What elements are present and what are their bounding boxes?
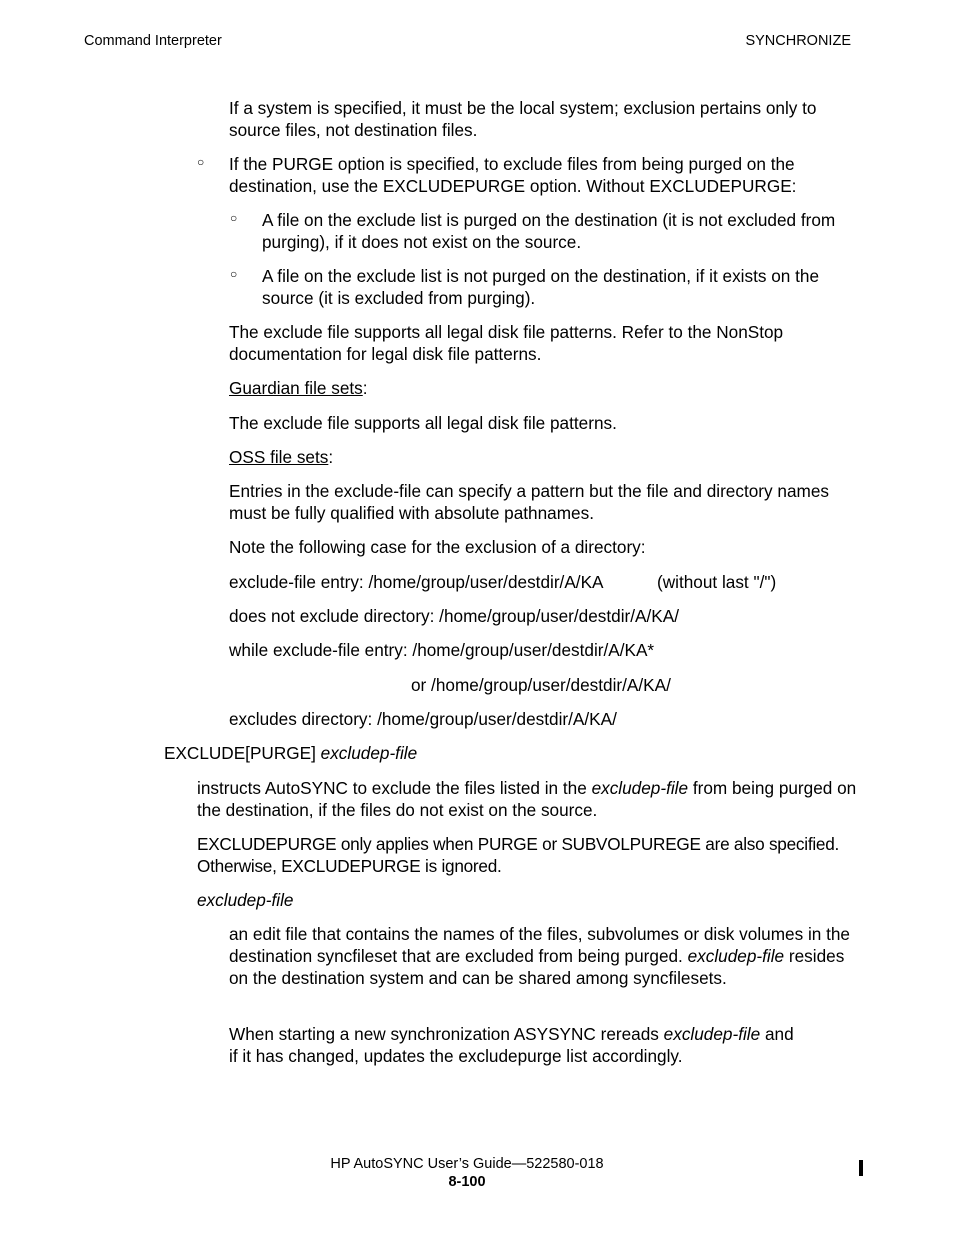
oss-colon: : bbox=[328, 447, 334, 467]
while-entry-line: while exclude-file entry: /home/group/user/destdir/A/KA* bbox=[229, 640, 655, 660]
footer-guide-title: HP AutoSYNC User’s Guide—522580-018 bbox=[330, 1156, 604, 1172]
instructs-text-a: instructs AutoSYNC to exclude the files listed in the bbox=[197, 778, 592, 798]
bullet-circle-icon: ○ bbox=[230, 211, 238, 225]
definition-term: excludep-file bbox=[687, 946, 785, 966]
guardian-label: Guardian file sets bbox=[229, 378, 363, 398]
instructs-text-c: from being purged on the destination, if the files do not exist on the source. bbox=[197, 778, 857, 820]
definition-text-a: an edit file that contains the names of the files, subvolumes or disk volumes in the destination syncfileset that are excluded from being purged. bbox=[229, 924, 850, 966]
sub-bullet-not-purged: A file on the exclude list is not purged on the destination, if it exists on the source (it is excluded from purging). bbox=[262, 266, 820, 308]
definition-text-c: resides on the destination system and can be shared among syncfilesets. bbox=[229, 946, 845, 988]
exclude-entry-note: (without last "/") bbox=[657, 572, 777, 592]
when-term: excludep-file bbox=[663, 1024, 761, 1044]
patterns-paragraph: The exclude file supports all legal disk file patterns. Refer to the NonStop documentation for legal disk file patterns. bbox=[229, 322, 784, 364]
purge-bullet-paragraph: If the PURGE option is specified, to exclude files from being purged on the destination, use the EXCLUDEPURGE option. Without EXCLUDEPURGE: bbox=[229, 154, 797, 196]
exclude-entry-path: exclude-file entry: /home/group/user/destdir/A/KA bbox=[229, 572, 604, 592]
instructs-term: excludep-file bbox=[591, 778, 689, 798]
oss-text: Entries in the exclude-file can specify a pattern but the file and directory names must be fully qualified with absolute pathnames. bbox=[229, 481, 829, 523]
oss-heading bbox=[229, 446, 859, 468]
bullet-circle-icon: ○ bbox=[197, 155, 205, 169]
option-arg: excludep-file bbox=[320, 743, 418, 763]
guardian-heading bbox=[229, 377, 859, 399]
sub-bullet-purged: A file on the exclude list is purged on the destination (it is not excluded from purging), if it does not exist on the source. bbox=[262, 210, 836, 252]
running-header-left: Command Interpreter bbox=[84, 33, 222, 49]
excludes-dir-line: excludes directory: /home/group/user/destdir/A/KA/ bbox=[229, 709, 617, 729]
instructs-paragraph bbox=[197, 777, 857, 821]
term-label: excludep-file bbox=[197, 890, 294, 910]
when-text-a: When starting a new synchronization ASYSYNC rereads bbox=[229, 1024, 664, 1044]
not-exclude-line: does not exclude directory: /home/group/user/destdir/A/KA/ bbox=[229, 606, 679, 626]
guardian-text: The exclude file supports all legal disk file patterns. bbox=[229, 413, 617, 433]
option-heading bbox=[164, 742, 854, 764]
guardian-colon: : bbox=[362, 378, 368, 398]
applies-paragraph: EXCLUDEPURGE only applies when PURGE or SUBVOLPUREGE are also specified. Otherwise, EXCLUDEPURGE is ignored. bbox=[197, 834, 840, 876]
oss-label: OSS file sets bbox=[229, 447, 329, 467]
or-entry-line: or /home/group/user/destdir/A/KA/ bbox=[411, 675, 671, 695]
when-starting-paragraph bbox=[229, 1023, 799, 1067]
note-paragraph: Note the following case for the exclusion of a directory: bbox=[229, 537, 646, 557]
page-number: 8-100 bbox=[448, 1174, 486, 1190]
change-bar bbox=[859, 1160, 863, 1176]
definition-paragraph bbox=[229, 923, 859, 989]
bullet-circle-icon: ○ bbox=[230, 267, 238, 281]
exclude-entry-line bbox=[229, 571, 859, 593]
term-heading bbox=[197, 889, 857, 911]
when-text-c: and if it has changed, updates the excludepurge list accordingly. bbox=[229, 1024, 794, 1066]
system-paragraph: If a system is specified, it must be the local system; exclusion pertains only to source files, not destination files. bbox=[229, 98, 817, 140]
option-name: EXCLUDE[PURGE] bbox=[164, 743, 321, 763]
running-header-right: SYNCHRONIZE bbox=[745, 33, 851, 49]
